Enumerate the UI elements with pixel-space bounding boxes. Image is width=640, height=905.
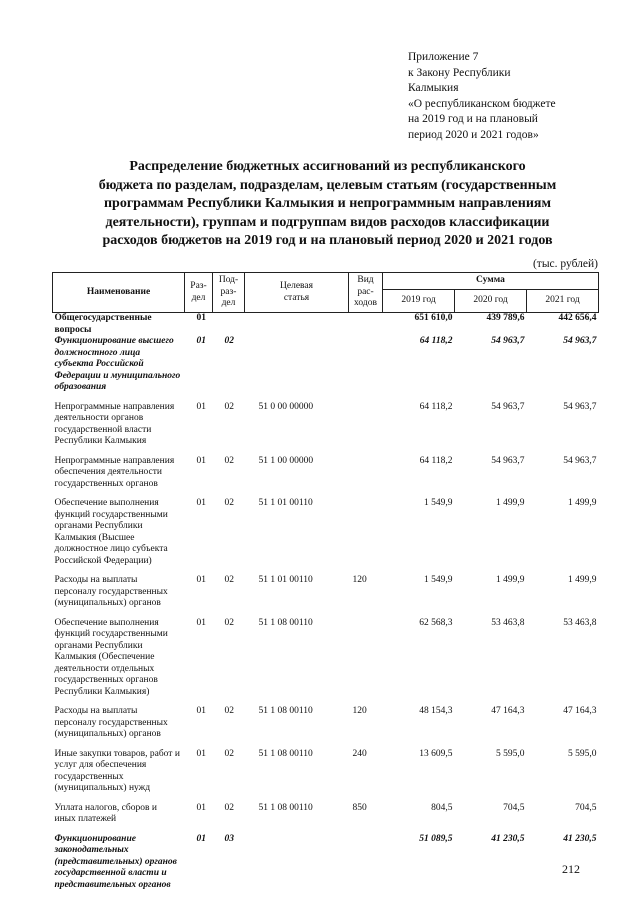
cell-expense-type: 120 [352,706,367,716]
unit-label: (тыс. рублей) [532,258,598,270]
annex-line: на 2019 год и на плановый [408,113,538,125]
table-row [53,795,599,826]
cell-name: Непрограммные направления обеспечения деятельности государственных органов [54,455,175,489]
cell-2019: 62 568,3 [419,617,453,628]
cell-expense-type [349,448,383,491]
header-sum: Сумма [383,273,599,290]
cell-section: 01 [196,833,206,844]
cell-subsection: 02 [224,706,234,716]
table-body [53,313,599,892]
cell-target-article: 51 1 08 00110 [258,706,313,716]
annex-line: период 2020 и 2021 годов» [408,128,539,141]
cell-2019: 51 089,5 [419,833,453,844]
title-line: программам Республики Калмыкия и непрограммным направлениям [103,196,552,211]
cell-target-article [245,336,349,394]
cell-name: Расходы на выплаты персоналу государственных (муниципальных) органов [54,706,168,739]
annex-reference [408,50,608,143]
cell-2021: 5 595,0 [568,748,597,759]
cell-2020: 1 499,9 [496,498,525,508]
cell-target-article: 51 1 00 00000 [258,455,314,466]
title-line: деятельности), группам и подгруппам видов расходов классификации [105,214,550,230]
page-number: 212 [562,862,580,876]
table-row [53,394,599,448]
annex-line: Приложение 7 [408,51,479,63]
cell-target-article: 51 1 01 00110 [258,575,313,585]
cell-expense-type [349,394,383,448]
cell-2019: 64 118,2 [419,401,453,412]
cell-2020: 1 499,9 [496,575,525,585]
table-row [53,741,599,795]
cell-2019: 48 154,3 [419,706,453,716]
cell-expense-type [349,336,383,394]
cell-expense-type [349,490,383,567]
header-year-2019: 2019 год [383,290,455,313]
cell-section: 01 [196,313,206,323]
cell-name: Обеспечение выполнения функций государственными органами Республики Калмыкия (Обеспечение деятельности отдельных государственных органов Республики Калмыкия) [54,617,168,697]
cell-name: Функционирование высшего должностного лица субъекта Российской Федерации и муниципального образования [54,336,181,392]
cell-name: Уплата налогов, сборов и иных платежей [54,802,157,824]
cell-section: 01 [196,401,206,412]
cell-target-article [245,826,349,892]
document-title [40,158,615,251]
cell-subsection: 02 [224,802,234,813]
cell-2021: 442 656,4 [558,313,597,323]
cell-subsection: 02 [224,617,234,628]
cell-expense-type: 120 [352,575,367,585]
cell-section: 01 [196,336,206,346]
cell-2021: 54 963,7 [563,336,597,346]
cell-section: 01 [196,455,206,466]
cell-target-article: 51 1 08 00110 [258,802,313,813]
title-line: Распределение бюджетных ассигнований из республиканского [129,159,526,174]
table-row [53,313,599,337]
cell-2019: 804,5 [431,802,453,813]
cell-2019: 64 118,2 [419,455,453,466]
cell-2019: 13 609,5 [419,748,453,759]
cell-expense-type [349,826,383,892]
cell-subsection: 02 [224,455,234,466]
cell-2019: 651 610,0 [414,313,453,323]
cell-target-article: 51 1 08 00110 [258,617,313,628]
cell-2019: 64 118,2 [419,336,453,346]
cell-subsection: 02 [224,336,234,346]
cell-section: 01 [196,748,206,759]
cell-2021: 47 164,3 [563,706,597,716]
cell-2020: 439 789,6 [486,313,525,323]
table-row [53,610,599,699]
cell-subsection [213,313,245,337]
annex-line: «О республиканском бюджете [408,97,556,110]
cell-section: 01 [196,802,206,813]
cell-subsection: 02 [224,575,234,585]
cell-subsection: 02 [224,401,234,412]
cell-2021: 41 230,5 [563,833,597,844]
cell-2021: 54 963,7 [563,455,597,466]
cell-target-article: 51 1 08 00110 [258,748,313,759]
cell-2020: 54 963,7 [491,401,525,412]
cell-name: Непрограммные направления деятельности органов государственной власти Республики Калмыкия [54,401,175,446]
annex-line: к Закону Республики [408,66,511,79]
cell-name: Иные закупки товаров, работ и услуг для обеспечения государственных (муниципальных) нужд [54,748,180,793]
header-year-2021: 2021 год [527,290,599,313]
header-subsection: Под- раз- дел [213,273,245,313]
cell-2019: 1 549,9 [424,498,453,508]
cell-section: 01 [196,498,206,508]
cell-section: 01 [196,617,206,628]
cell-2021: 1 499,9 [568,575,597,585]
title-line: расходов бюджетов на 2019 год и на плановый период 2020 и 2021 годов [102,233,553,248]
cell-2021: 53 463,8 [563,617,597,628]
cell-section: 01 [196,575,206,585]
cell-2020: 704,5 [503,802,525,813]
cell-expense-type [349,313,383,337]
table-row [53,567,599,610]
cell-2020: 54 963,7 [491,455,525,466]
title-line: бюджета по разделам, подразделам, целевым статьям (государственным [98,177,557,193]
budget-table [52,272,599,891]
table-row [53,826,599,892]
header-expense-type: Вид рас- ходов [349,273,383,313]
cell-target-article: 51 1 01 00110 [258,498,313,508]
cell-target-article: 51 0 00 00000 [258,401,314,412]
cell-section: 01 [196,706,206,716]
cell-expense-type: 240 [352,748,367,759]
cell-subsection: 02 [224,748,234,759]
cell-subsection: 02 [224,498,234,508]
cell-2020: 41 230,5 [491,833,525,844]
cell-expense-type [349,610,383,699]
cell-name: Общегосударственные вопросы [54,313,152,335]
cell-2020: 54 963,7 [491,336,525,346]
cell-2020: 47 164,3 [491,706,525,716]
table-row [53,490,599,567]
header-section: Раз- дел [185,273,213,313]
header-year-2020: 2020 год [455,290,527,313]
annex-line: Калмыкия [408,82,459,94]
header-target-article: Целевая статья [245,273,349,313]
header-name: Наименование [53,273,185,313]
cell-target-article [245,313,349,337]
table-row [53,336,599,394]
cell-2021: 704,5 [575,802,597,813]
table-row [53,698,599,741]
cell-subsection: 03 [224,833,234,844]
cell-2020: 5 595,0 [496,748,525,759]
table-row [53,448,599,491]
cell-name: Обеспечение выполнения функций государственными органами Республики Калмыкия (Высшее должностное лицо субъекта Российской Федерации) [54,498,168,566]
cell-2021: 54 963,7 [563,401,597,412]
cell-2020: 53 463,8 [491,617,525,628]
cell-name: Расходы на выплаты персоналу государственных (муниципальных) органов [54,575,168,608]
cell-2021: 1 499,9 [568,498,597,508]
cell-expense-type: 850 [352,802,367,813]
cell-2019: 1 549,9 [424,575,453,585]
cell-name: Функционирование законодательных (представительных) органов государственной власти и представительных органов [54,833,177,890]
